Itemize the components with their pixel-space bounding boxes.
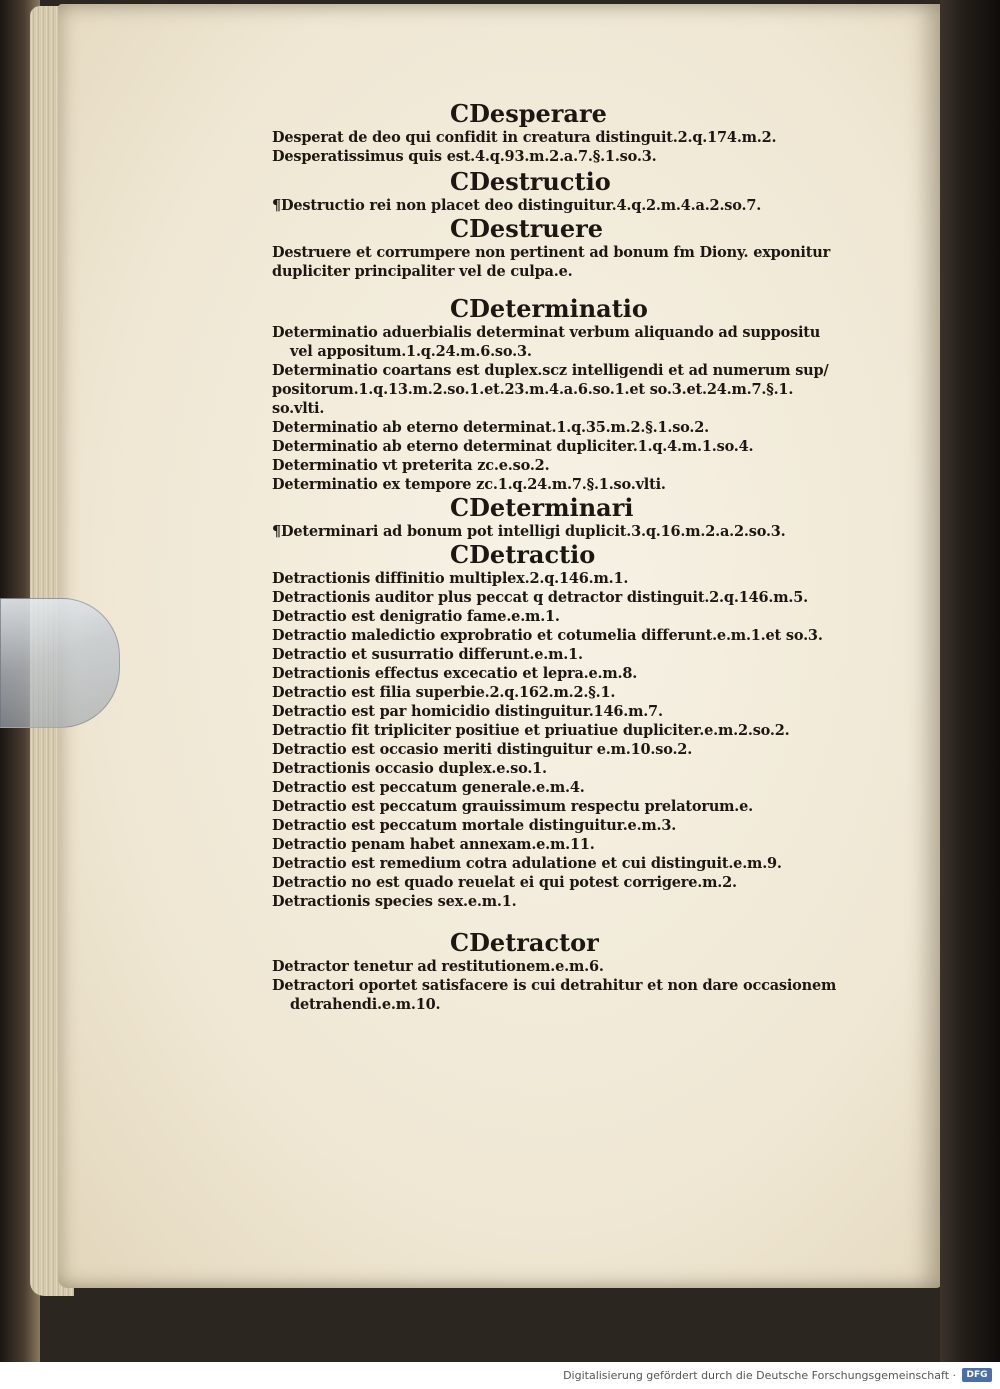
heading-paragraph-mark: C bbox=[450, 540, 470, 569]
dfg-logo: DFG bbox=[962, 1368, 992, 1382]
section-heading bbox=[272, 494, 912, 522]
index-entry: so.vlti. bbox=[272, 400, 325, 417]
index-entry: Determinatio aduerbialis determinat verbum aliquando ad suppositu bbox=[272, 324, 821, 341]
heading-paragraph-mark: C bbox=[450, 928, 470, 957]
section-heading bbox=[272, 295, 912, 323]
index-entry: Determinatio vt preterita zc.e.so.2. bbox=[272, 457, 550, 474]
index-entry: Detractio est remedium cotra adulatione et cui distinguit.e.m.9. bbox=[272, 855, 782, 872]
page-holder-strap bbox=[0, 598, 120, 728]
index-entry: Detractio est par homicidio distinguitur.146.m.7. bbox=[272, 703, 663, 720]
heading-word: Determinari bbox=[469, 493, 634, 522]
index-entry: Detractio est peccatum mortale distinguitur.e.m.3. bbox=[272, 817, 677, 834]
index-entry: dupliciter principaliter vel de culpa.e. bbox=[272, 263, 573, 280]
book-cover-edge bbox=[940, 0, 1000, 1362]
heading-word: Destruere bbox=[469, 214, 604, 243]
index-entry: Detractio est filia superbie.2.q.162.m.2.§.1. bbox=[272, 684, 616, 701]
footer-bar bbox=[0, 1362, 1000, 1389]
index-entry: Detractio et susurratio differunt.e.m.1. bbox=[272, 646, 583, 663]
heading-paragraph-mark: C bbox=[450, 493, 470, 522]
section-heading bbox=[272, 215, 912, 243]
index-entry: Desperat de deo qui confidit in creatura distinguit.2.q.174.m.2. bbox=[272, 129, 777, 146]
index-entry: Detractio no est quado reuelat ei qui potest corrigere.m.2. bbox=[272, 874, 737, 891]
heading-paragraph-mark: C bbox=[450, 167, 470, 196]
index-entry: Detractori oportet satisfacere is cui detrahitur et non dare occasionem bbox=[272, 977, 837, 994]
heading-word: Detractio bbox=[469, 540, 596, 569]
section-heading bbox=[272, 541, 912, 569]
index-entry: Detractio est peccatum generale.e.m.4. bbox=[272, 779, 585, 796]
section-heading bbox=[272, 929, 912, 957]
heading-word: Desperare bbox=[469, 99, 607, 128]
index-entry: Detractionis occasio duplex.e.so.1. bbox=[272, 760, 547, 777]
index-entry: Detractionis effectus excecatio et lepra.e.m.8. bbox=[272, 665, 638, 682]
heading-paragraph-mark: C bbox=[450, 99, 470, 128]
index-entry: detrahendi.e.m.10. bbox=[290, 996, 441, 1013]
index-entry: Detractio penam habet annexam.e.m.11. bbox=[272, 836, 595, 853]
heading-word: Detractor bbox=[469, 928, 599, 957]
index-entry: Destruere et corrumpere non pertinent ad bonum fm Diony. exponitur bbox=[272, 244, 831, 261]
index-entry: Detractio est occasio meriti distinguitur e.m.10.so.2. bbox=[272, 741, 693, 758]
heading-paragraph-mark: C bbox=[450, 294, 470, 323]
funding-notice: Digitalisierung gefördert durch die Deutsche Forschungsgemeinschaft · bbox=[563, 1369, 956, 1382]
index-entry: positorum.1.q.13.m.2.so.1.et.23.m.4.a.6.so.1.et so.3.et.24.m.7.§.1. bbox=[272, 381, 794, 398]
index-entry: Detractor tenetur ad restitutionem.e.m.6. bbox=[272, 958, 604, 975]
index-entry: Detractionis auditor plus peccat q detractor distinguit.2.q.146.m.5. bbox=[272, 589, 808, 606]
index-text-block bbox=[272, 100, 912, 1014]
index-entry: Detractionis species sex.e.m.1. bbox=[272, 893, 517, 910]
index-entry: Detractionis diffinitio multiplex.2.q.146.m.1. bbox=[272, 570, 629, 587]
index-entry: Detractio fit tripliciter positiue et priuatiue dupliciter.e.m.2.so.2. bbox=[272, 722, 790, 739]
index-entry: Detractio est peccatum grauissimum respectu prelatorum.e. bbox=[272, 798, 754, 815]
index-entry: ¶Determinari ad bonum pot intelligi duplicit.3.q.16.m.2.a.2.so.3. bbox=[272, 523, 786, 540]
heading-word: Destructio bbox=[469, 167, 611, 196]
index-entry: ¶Destructio rei non placet deo distinguitur.4.q.2.m.4.a.2.so.7. bbox=[272, 197, 762, 214]
index-entry: vel appositum.1.q.24.m.6.so.3. bbox=[290, 343, 532, 360]
heading-paragraph-mark: C bbox=[450, 214, 470, 243]
index-entry: Determinatio coartans est duplex.scz intelligendi et ad numerum sup/ bbox=[272, 362, 829, 379]
index-entry: Desperatissimus quis est.4.q.93.m.2.a.7.§.1.so.3. bbox=[272, 148, 657, 165]
section-heading bbox=[272, 100, 912, 128]
index-entry: Detractio maledictio exprobratio et cotumelia differunt.e.m.1.et so.3. bbox=[272, 627, 823, 644]
index-entry: Determinatio ab eterno determinat.1.q.35.m.2.§.1.so.2. bbox=[272, 419, 709, 436]
heading-word: Determinatio bbox=[469, 294, 648, 323]
index-entry: Determinatio ex tempore zc.1.q.24.m.7.§.1.so.vlti. bbox=[272, 476, 666, 493]
index-entry: Detractio est denigratio fame.e.m.1. bbox=[272, 608, 560, 625]
index-entry: Determinatio ab eterno determinat dupliciter.1.q.4.m.1.so.4. bbox=[272, 438, 754, 455]
section-heading bbox=[272, 168, 912, 196]
